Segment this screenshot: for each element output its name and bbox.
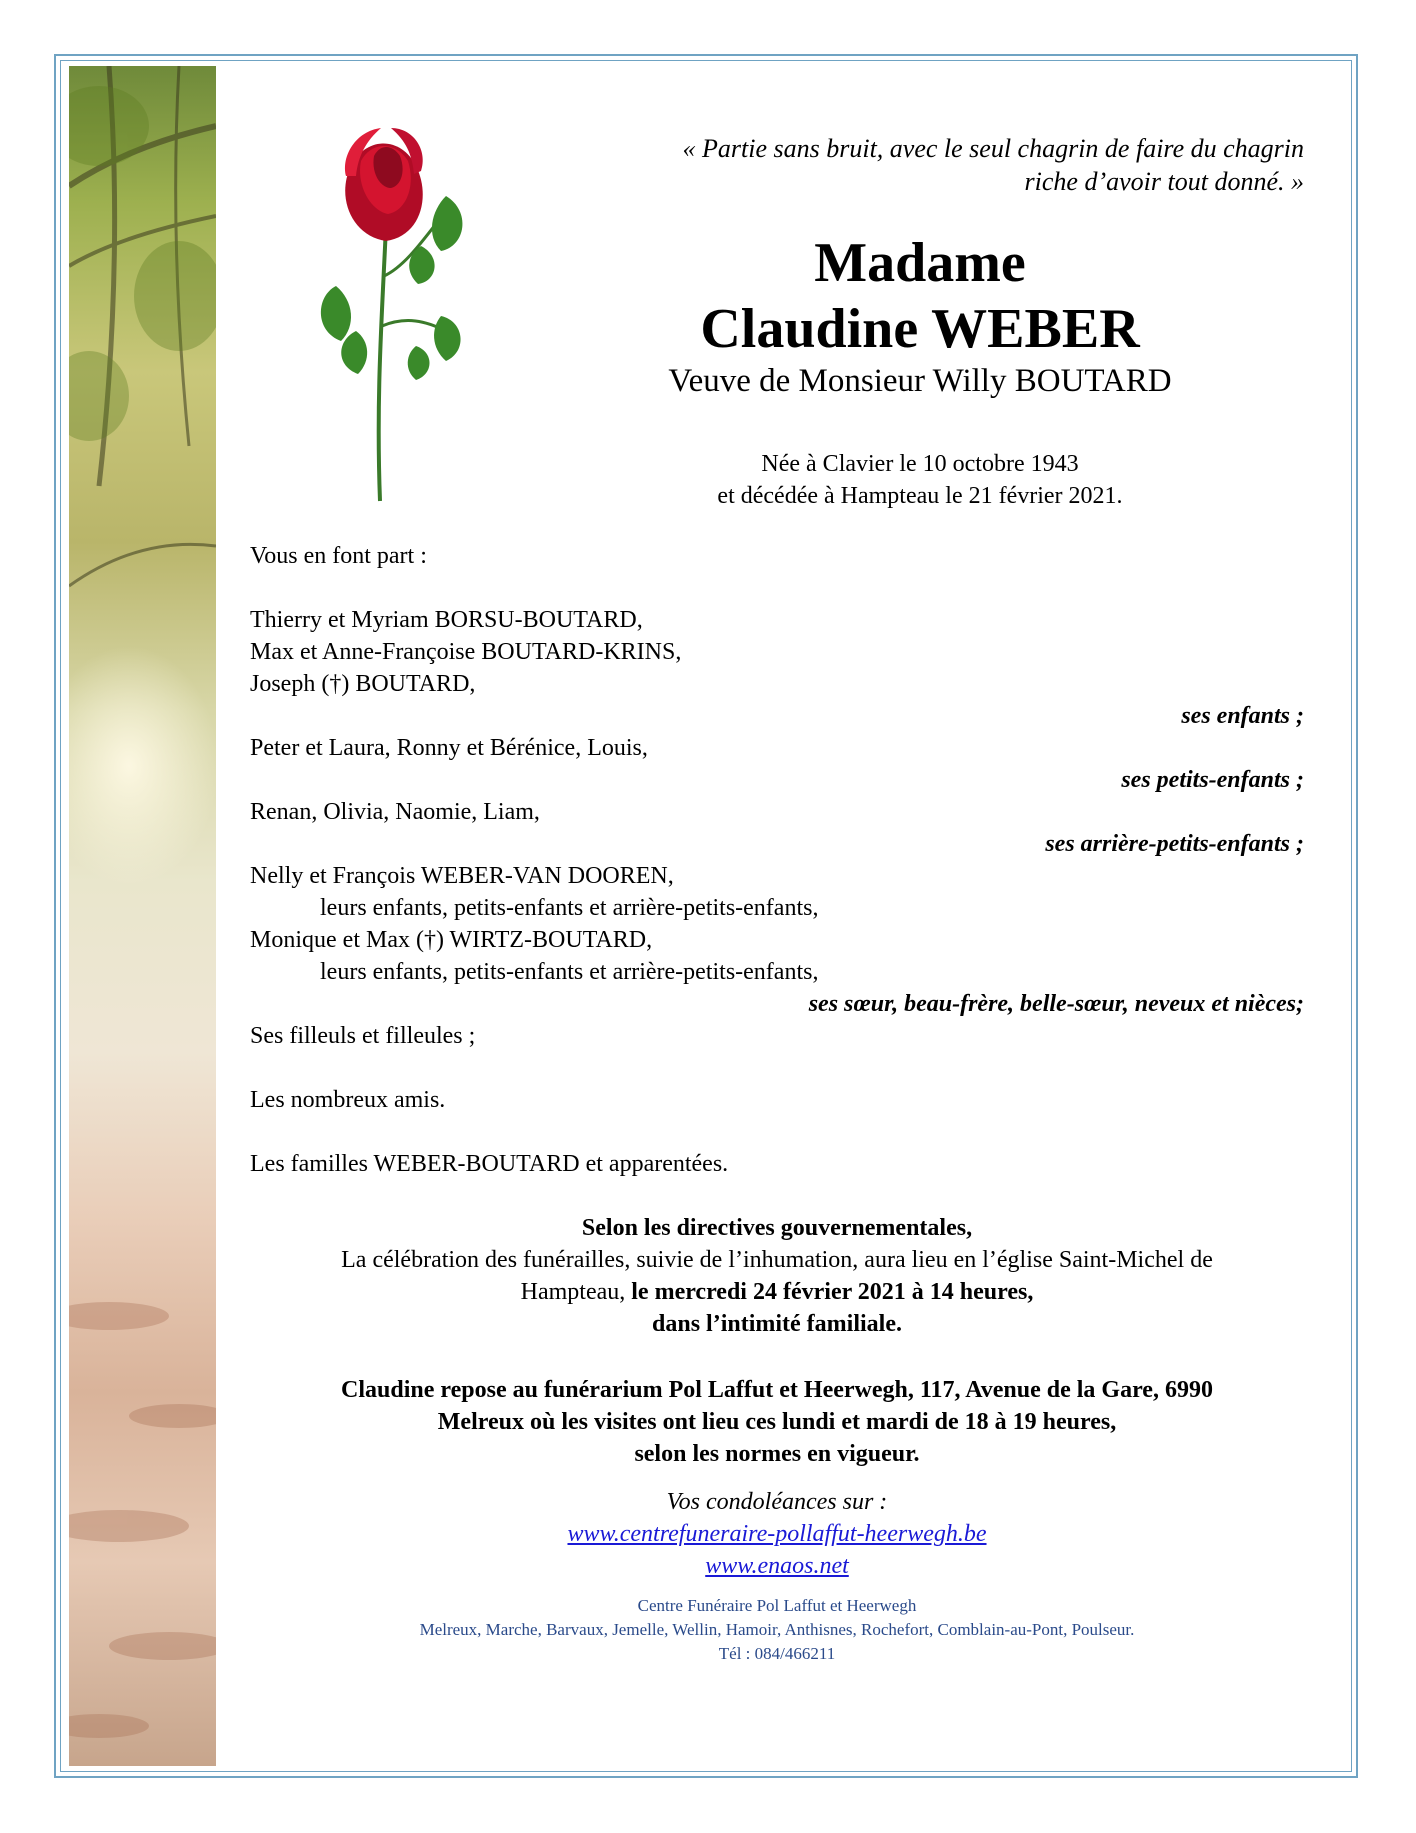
condolences-label: Vos condoléances sur : [666,1489,888,1515]
families-entry: Les familles WEBER-BOUTARD et apparentées. [250,1151,729,1177]
deceased-title: Madame [814,232,1026,294]
visit-details [250,1374,1304,1470]
deceased-spouse: Veuve de Monsieur Willy BOUTARD [668,363,1172,399]
ceremony-place: Hampteau, [520,1279,626,1305]
ceremony-line-1: La célébration des funérailles, suivie de l’inhumation, aura lieu en l’église Saint-Michel de [341,1247,1213,1273]
forest-path-photo [69,66,216,1766]
great-grandchildren-entry: Renan, Olivia, Naomie, Liam, [250,799,540,825]
red-rose-image [296,116,476,506]
godchildren-entry: Ses filleuls et filleules ; [250,1023,476,1049]
footer-name: Centre Funéraire Pol Laffut et Heerwegh [637,1596,917,1615]
grandchildren-entry: Peter et Laura, Ronny et Bérénice, Louis, [250,735,648,761]
spacer [250,572,1304,604]
grandchildren-label: ses petits-enfants ; [1121,767,1304,793]
visit-line-2: Melreux où les visites ont lieu ces lundi et mardi de 18 à 19 heures, [437,1409,1117,1435]
deceased-name: Claudine WEBER [700,298,1140,360]
siblings-label: ses sœur, beau-frère, belle-sœur, neveux et nièces; [808,991,1304,1017]
friends-entry: Les nombreux amis. [250,1087,446,1113]
children-label: ses enfants ; [1181,703,1304,729]
spacer [250,1116,1304,1148]
ceremony-line-3: dans l’intimité familiale. [652,1311,902,1337]
spacer [250,1052,1304,1084]
quote-line-2: riche d’avoir tout donné. » [1024,167,1304,196]
child-entry: Joseph (†) BOUTARD, [250,671,476,697]
memorial-quote [560,132,1304,198]
visit-line-3: selon les normes en vigueur. [634,1441,920,1467]
birth-death-dates [620,448,1220,512]
birth-line: Née à Clavier le 10 octobre 1943 [761,451,1079,477]
sibling-descendants: leurs enfants, petits-enfants et arrière-petits-enfants, [320,895,819,921]
ceremony-line-2 [250,1276,1304,1308]
child-entry: Max et Anne-Françoise BOUTARD-KRINS, [250,639,682,665]
funeral-home-link[interactable]: www.centrefuneraire-pollaffut-heerwegh.be [567,1521,987,1547]
footer-locations: Melreux, Marche, Barvaux, Jemelle, Wellin, Hamoir, Anthisnes, Rochefort, Comblain-au-Pont, Poulseur. [419,1620,1135,1639]
sibling-entry: Nelly et François WEBER-VAN DOOREN, [250,863,674,889]
sibling-descendants: leurs enfants, petits-enfants et arrière-petits-enfants, [320,959,819,985]
funeral-home-footer [250,1594,1304,1666]
footer-phone: Tél : 084/466211 [718,1644,836,1663]
visit-line-1: Claudine repose au funérarium Pol Laffut et Heerwegh, 117, Avenue de la Gare, 6990 [341,1377,1213,1403]
death-line: et décédée à Hampteau le 21 février 2021. [717,483,1123,509]
condolences-block [250,1486,1304,1582]
quote-line-1: « Partie sans bruit, avec le seul chagrin de faire du chagrin [682,134,1304,163]
enaos-link[interactable]: www.enaos.net [705,1553,849,1579]
ceremony-details [250,1212,1304,1340]
ceremony-date: le mercredi 24 février 2021 à 14 heures, [631,1279,1034,1305]
child-entry: Thierry et Myriam BORSU-BOUTARD, [250,607,643,633]
great-grandchildren-label: ses arrière-petits-enfants ; [1045,831,1304,857]
sibling-entry: Monique et Max (†) WIRTZ-BOUTARD, [250,927,653,953]
announcement-intro: Vous en font part : [250,543,427,569]
announcement-list [250,540,1304,1180]
ceremony-heading: Selon les directives gouvernementales, [581,1215,973,1241]
